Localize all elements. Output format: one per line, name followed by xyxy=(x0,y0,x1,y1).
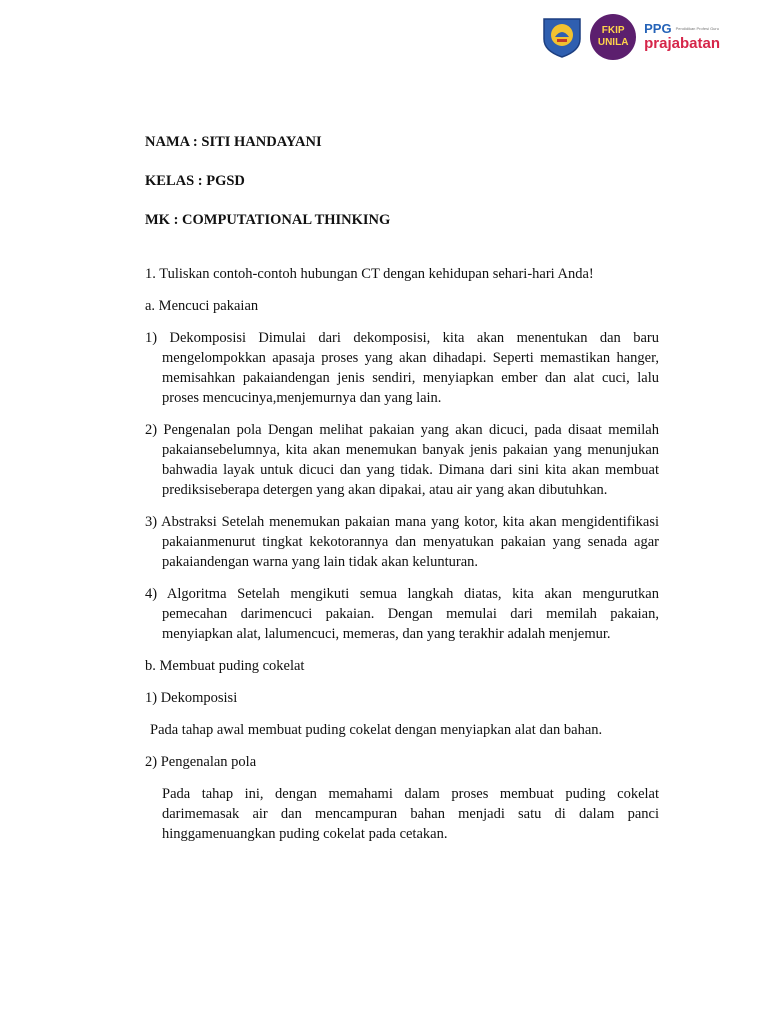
student-name: NAMA : SITI HANDAYANI xyxy=(145,134,322,150)
ppg-tagline: Pendidikan Profesi Guru xyxy=(675,25,719,31)
ppg-prajabatan-logo xyxy=(644,22,720,51)
fkip-logo-line2: UNILA xyxy=(597,37,629,48)
fkip-logo-line1: FKIP xyxy=(601,25,625,36)
section-a-title: a. Mencuci pakaian xyxy=(145,298,259,314)
section-a-item-decomposition: 1) Dekomposisi Dimulai dari dekomposisi, kita akan menentukan dan baru mengelompokkan apasaja proses yang akan dihadapi. Seperti memastikan hanger, memisahkan pakaiandengan jenis sendiri, menyiapkan ember dan alat cuci, lalu proses mencucinya,menjemurnya dan yang lain. xyxy=(145,330,659,406)
section-b-item2-text: Pada tahap ini, dengan memahami dalam proses membuat puding cokelat darimemasak air dan mencampuran bahan menjadi satu di dalam panci hinggamenuangkan puding cokelat pada cetakan. xyxy=(162,786,659,842)
section-a-item-pattern-recognition: 2) Pengenalan pola Dengan melihat pakaian yang akan dicuci, pada disaat memilah pakaiansebelumnya, kita akan menemukan banyak jenis pakaian yang menunjukan bahwadia layak untuk dicuci dan yang tidak. Dimana dari sini kita akan membuat prediksiseberapa detergen yang akan dipakai, atau air yang akan dibutuhkan. xyxy=(145,422,659,498)
ppg-label: PPG xyxy=(644,21,672,37)
spacer xyxy=(145,249,659,264)
prajabatan-label: prajabatan xyxy=(644,34,720,52)
section-a-item-algorithm: 4) Algoritma Setelah mengikuti semua langkah diatas, kita akan mengurutkan pemecahan darimencuci pakaian. Dengan memulai dari memilah pakaian, menyiapkan alat, lalumencuci, memeras, dan yang terakhir adalah menjemur. xyxy=(145,586,659,642)
header-logos xyxy=(540,14,720,60)
section-b-item1-title: 1) Dekomposisi xyxy=(145,690,238,706)
question-text: 1. Tuliskan contoh-contoh hubungan CT dengan kehidupan sehari-hari Anda! xyxy=(145,266,594,282)
document-body xyxy=(145,132,659,856)
fkip-unila-logo xyxy=(590,14,636,60)
section-b-title: b. Membuat puding cokelat xyxy=(145,658,305,674)
section-b-item2-title: 2) Pengenalan pola xyxy=(145,754,257,770)
section-b-item1-text: Pada tahap awal membuat puding cokelat dengan menyiapkan alat dan bahan. xyxy=(150,722,603,738)
section-a-item-abstraction: 3) Abstraksi Setelah menemukan pakaian mana yang kotor, kita akan mengidentifikasi pakaianmenurut tingkat kekotorannya dan menyatukan pakaian yang senada agar pakaiandengan warna yang lain tidak akan kelunturan. xyxy=(145,514,659,570)
course-name: MK : COMPUTATIONAL THINKING xyxy=(145,212,391,228)
unila-shield-logo xyxy=(540,15,584,59)
student-class: KELAS : PGSD xyxy=(145,173,245,189)
